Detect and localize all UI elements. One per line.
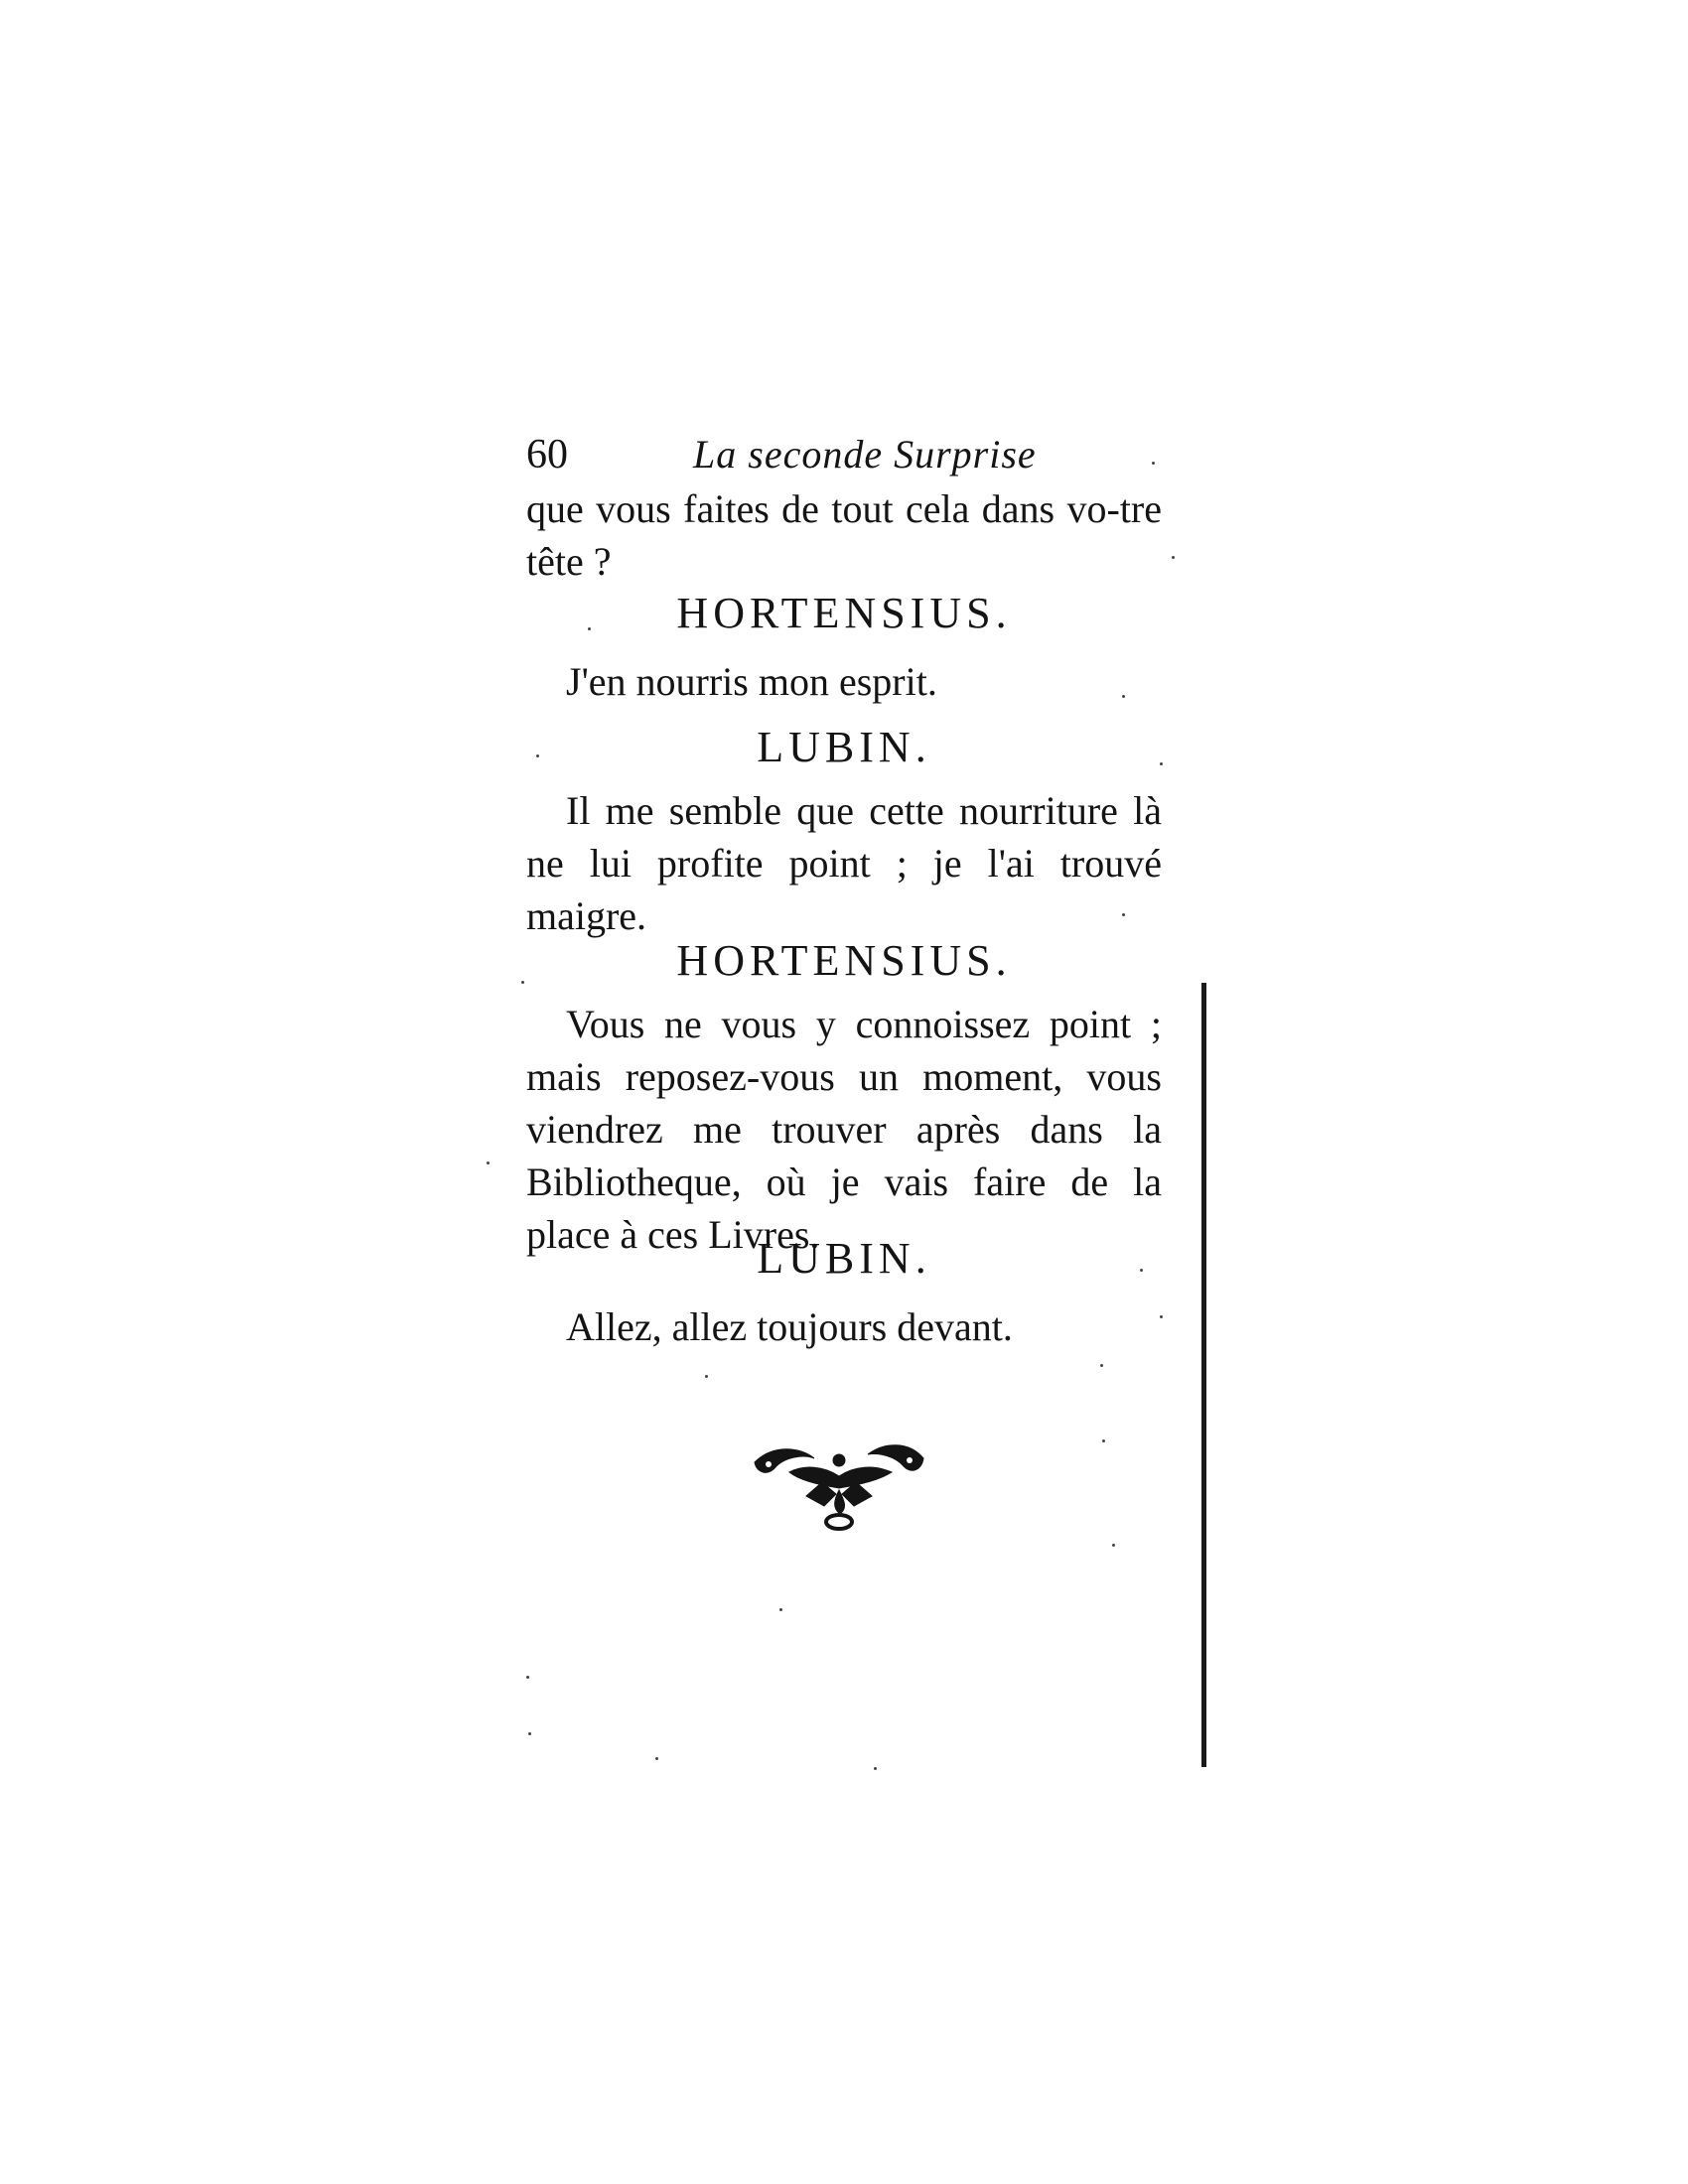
fleuron-ornament-icon (745, 1425, 933, 1534)
dialogue-line-lubin: Il me semble que cette nourriture là ne lui profite point ; je l'ai trouvé maigre. (526, 788, 1162, 938)
speaker-heading-hortensius: HORTENSIUS. (676, 589, 1012, 637)
page-edge-rule (1201, 983, 1206, 1767)
running-title: La seconde Surprise (693, 432, 1037, 477)
page-number: 60 (526, 432, 568, 478)
dialogue-line-lubin: Allez, allez toujours devant. (566, 1304, 1013, 1349)
speaker-heading-hortensius: HORTENSIUS. (676, 936, 1012, 985)
speaker-heading-lubin: LUBIN. (757, 723, 931, 771)
running-head (526, 427, 1182, 482)
dialogue-line-hortensius: J'en nourris mon esprit. (566, 659, 937, 704)
dialogue-continuation: que vous faites de tout cela dans vo-tre tête ? (526, 486, 1162, 584)
speaker-heading-lubin: LUBIN. (757, 1234, 931, 1283)
dialogue-line-hortensius: Vous ne vous y connoissez point ; mais reposez-vous un moment, vous viendrez me trouver après dans la Bibliotheque, où je vais faire de la place à ces Livres. (526, 1002, 1162, 1257)
